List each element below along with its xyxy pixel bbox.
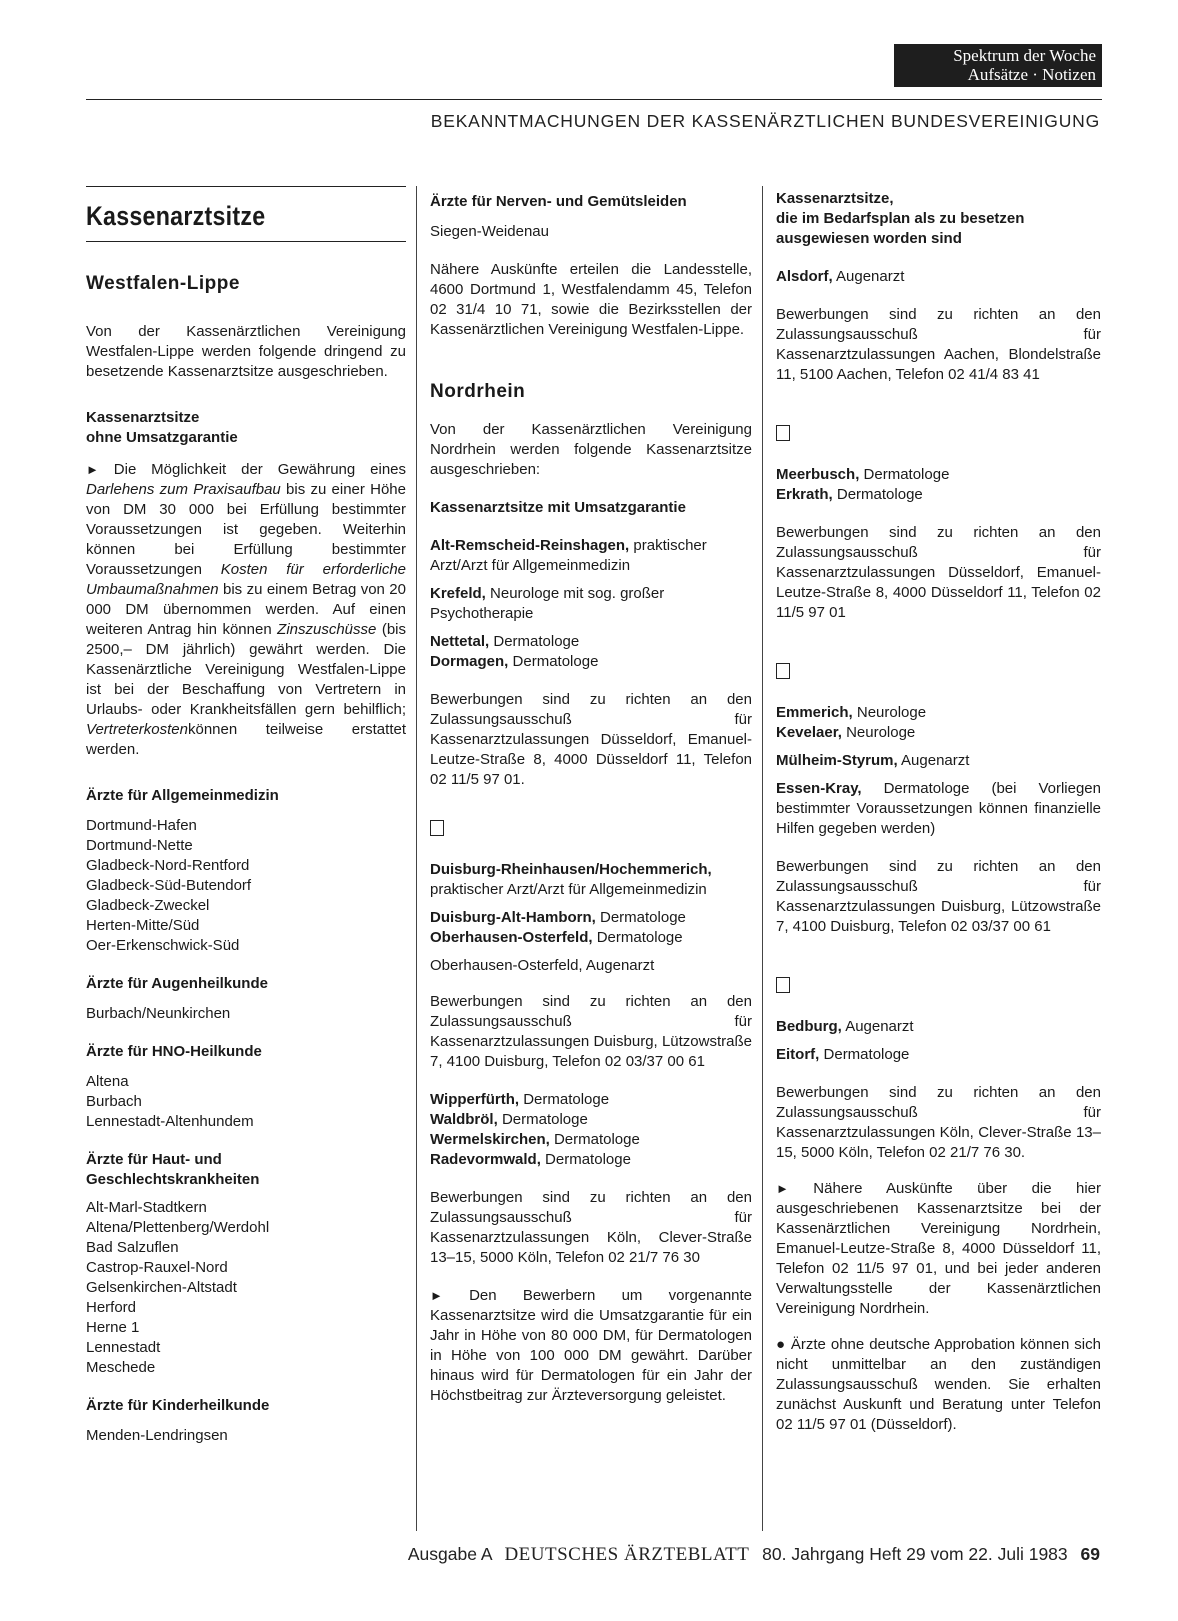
badge-line-2: Aufsätze · Notizen [967,65,1096,84]
heading-haut-line-1: Ärzte für Haut- und [86,1151,222,1168]
entry-rheinhausen: Duisburg-Rheinhausen/Hochemmerich, praktischer Arzt/Arzt für Allgemeinmedizin [430,861,712,898]
list-item: Burbach/Neunkirchen [86,1005,231,1022]
entry-erkrath: Erkrath, Dermatologe [776,486,923,503]
list-item: Burbach [86,1093,142,1110]
naehere-auskuenfte-paragraph: ► Nähere Auskünfte über die hier ausgeschriebenen Kassenarztsitze bei der Kassenärztlichen Vereinigung Nordrhein, Emanuel-Leutze-Straße 8, 4000 Düsseldorf 11, Telefon 02 11/5 97 01, und bei jeder anderen Verwaltungsstelle der Kassenärztlichen Vereinigung Nordrhein. [776,1180,1101,1317]
bullet-triangle-icon: ► [430,1288,443,1303]
column-divider-2 [762,186,763,1531]
footer-edition: Ausgabe A [407,1544,492,1564]
list-item: Gelsenkirchen-Altstadt [86,1279,237,1296]
entry-bedburg: Bedburg, Augenarzt [776,1018,914,1035]
list-item: Altena/Plettenberg/Werdohl [86,1219,270,1236]
bullet-dot-icon: ● [776,1336,786,1353]
bullet-triangle-icon: ► [776,1181,789,1196]
subheading-mit-umsatzgarantie: Kassenarztsitze mit Umsatzgarantie [430,499,686,516]
header-rule [86,99,1102,100]
column-2 [430,192,752,1406]
list-item: Gladbeck-Süd-Butendorf [86,877,252,894]
bedarfsplan-heading-2: die im Bedarfsplan als zu besetzen [776,210,1025,227]
article-title: Kassenarztsitze [86,201,266,231]
entry-kevelaer: Kevelaer, Neurologe [776,724,916,741]
nordrhein-intro: Von der Kassenärztlichen Vereinigung Nordrhein werden folgende Kassenarztsitze ausgeschrieben: [430,421,752,478]
bewerbung-duisburg: Bewerbungen sind zu richten an den Zulassungsausschuß für Kassenarztzulassungen Duisburg, Lützowstraße 7, 4100 Duisburg, Telefon 02 03/37 00 61 [430,993,752,1070]
list-hno [86,1072,406,1132]
list-item: Dortmund-Hafen [86,817,197,834]
column-divider-1 [416,186,417,1531]
heading-augenheilkunde: Ärzte für Augenheilkunde [86,975,268,992]
region-heading-nordrhein: Nordrhein [430,381,526,402]
footer-issue: 80. Jahrgang Heft 29 vom 22. Juli 1983 [762,1544,1068,1564]
list-item: Altena [86,1073,129,1090]
entry-emmerich: Emmerich, Neurologe [776,704,927,721]
entry-nettetal: Nettetal, Dermatologe [430,633,580,650]
list-item: Oer-Erkenschwick-Süd [86,937,240,954]
section-kicker: BEKANNTMACHUNGEN DER KASSENÄRZTLICHEN BUNDESVEREINIGUNG [430,111,1100,131]
column-3 [776,189,1101,1435]
nerven-place: Siegen-Weidenau [430,223,549,240]
section-badge [894,44,1102,87]
approbation-paragraph: ● Ärzte ohne deutsche Approbation können sich nicht unmittelbar an den zuständigen Zulassungsausschuß wenden. Sie erhalten zunächst Auskunft und Beratung unter Telefon 02 11/5 97 01 (Düsseldorf). [776,1336,1101,1433]
heading-kinderheilkunde: Ärzte für Kinderheilkunde [86,1397,270,1414]
bewerbung-aachen: Bewerbungen sind zu richten an den Zulassungsausschuß für Kassenarztzulassungen Aachen, Blondelstraße 11, 5100 Aachen, Telefon 02 41/4 83 41 [776,306,1101,383]
entry-oberhausen-augen: Oberhausen-Osterfeld, Augenarzt [430,957,655,974]
list-item: Lennestadt-Altenhundem [86,1113,254,1130]
list-item: Alt-Marl-Stadtkern [86,1199,207,1216]
list-item: Castrop-Rauxel-Nord [86,1259,228,1276]
bewerbung-koeln-2: Bewerbungen sind zu richten an den Zulassungsausschuß für Kassenarztzulassungen Köln, Clever-Straße 13–15, 5000 Köln, Telefon 02 21/7 76 30. [776,1084,1101,1161]
list-item: Gladbeck-Nord-Rentford [86,857,250,874]
list-item: Herne 1 [86,1319,140,1336]
entry-eitorf: Eitorf, Dermatologe [776,1046,910,1063]
entry-wipperfuerth: Wipperfürth, Dermatologe [430,1091,610,1108]
entry-essen-kray: Essen-Kray, Dermatologe (bei Vorliegen bestimmter Voraussetzungen können finanzielle Hilfen gegeben werden) [776,780,1101,837]
list-item: Lennestadt [86,1339,161,1356]
bullet-triangle-icon: ► [86,462,99,477]
column-1 [86,186,406,1446]
region-heading-westfalen: Westfalen-Lippe [86,273,240,294]
list-item: Menden-Lendringsen [86,1427,228,1444]
list-item: Herten-Mitte/Süd [86,917,200,934]
intro-paragraph: Von der Kassenärztlichen Vereinigung Westfalen-Lippe werden folgende dringend zu besetzende Kassenarztsitze ausgeschrieben. [86,323,406,380]
list-item: Bad Salzuflen [86,1239,179,1256]
entry-alt-hamborn: Duisburg-Alt-Hamborn, Dermatologe [430,909,686,926]
heading-nerven: Ärzte für Nerven- und Gemütsleiden [430,193,687,210]
subheading-line-1: Kassenarztsitze [86,409,200,426]
heading-haut-line-2: Geschlechtskrankheiten [86,1171,260,1188]
auskunft-paragraph: Nähere Auskünfte erteilen die Landesstelle, 4600 Dortmund 1, Westfalendamm 45, Telefon 02 31/4 10 71, sowie die Bezirksstellen der Kassenärztlichen Vereinigung Westfalen-Lippe. [430,261,752,338]
bedarfsplan-heading-3: ausgewiesen worden sind [776,230,962,247]
checkbox-square-icon [430,820,444,836]
list-item: Gladbeck-Zweckel [86,897,210,914]
umsatzgarantie-paragraph: ► Den Bewerbern um vorgenannte Kassenarztsitze wird die Umsatzgarantie für ein Jahr in Höhe von 80 000 DM, für Dermatologen in Höhe von 100 000 DM gewährt. Darüber hinaus wird für Dermatologen für ein Jahr der Höchstbeitrag zur Ärzteversorgung geleistet. [430,1287,753,1404]
entry-radevormwald: Radevormwald, Dermatologe [430,1151,631,1168]
bewerbung-duesseldorf: Bewerbungen sind zu richten an den Zulassungsausschuß für Kassenarztzulassungen Düsseldorf, Emanuel-Leutze-Straße 8, 4000 Düsseldorf 11, Telefon 02 11/5 97 01. [430,691,752,788]
bewerbung-koeln: Bewerbungen sind zu richten an den Zulassungsausschuß für Kassenarztzulassungen Köln, Clever-Straße 13–15, 5000 Köln, Telefon 02 21/7 76 30 [430,1189,752,1266]
bedarfsplan-heading-1: Kassenarztsitze, [776,190,894,207]
heading-allgemeinmedizin: Ärzte für Allgemeinmedizin [86,787,279,804]
entry-wermelskirchen: Wermelskirchen, Dermatologe [430,1131,640,1148]
footer-magazine: DEUTSCHES ÄRZTEBLATT [504,1544,750,1565]
bewerbung-duesseldorf-2: Bewerbungen sind zu richten an den Zulassungsausschuß für Kassenarztzulassungen Düsseldorf, Emanuel-Leutze-Straße 8, 4000 Düsseldorf 11, Telefon 02 11/5 97 01 [776,524,1101,621]
heading-hno: Ärzte für HNO-Heilkunde [86,1043,262,1060]
list-item: Herford [86,1299,137,1316]
darlehen-paragraph: ► Die Möglichkeit der Gewährung eines Darlehens zum Praxisaufbau bis zu einer Höhe von DM 30 000 bei Erfüllung bestimmter Voraussetzungen ist gegeben. Weiterhin können bei Erfüllung bestimmter Voraussetzungen Kosten für erforderliche Umbaumaßnahmen bis zu einem Betrag von 20 000 DM übernommen werden. Auf einen weiteren Antrag hin können Zinszuschüsse (bis 2500,– DM jährlich) gewährt werden. Die Kassenärztliche Vereinigung Westfalen-Lippe ist bei der Beschaffung von Vertretern in Urlaubs- oder Krankheitsfällen gern behilflich; Vertreterkostenkönnen teilweise erstattet werden. [86,461,407,758]
entry-meerbusch: Meerbusch, Dermatologe [776,466,950,483]
page-number: 69 [1080,1544,1100,1564]
bewerbung-duisburg-2: Bewerbungen sind zu richten an den Zulassungsausschuß für Kassenarztzulassungen Duisburg, Lützowstraße 7, 4100 Duisburg, Telefon 02 03/37 00 61 [776,858,1101,935]
list-item: Meschede [86,1359,156,1376]
badge-line-1: Spektrum der Woche [953,46,1096,65]
entry-krefeld: Krefeld, Neurologe mit sog. großer Psychotherapie [430,585,665,622]
entry-alsdorf: Alsdorf, Augenarzt [776,268,905,285]
checkbox-square-icon [776,977,790,993]
entry-muelheim: Mülheim-Styrum, Augenarzt [776,752,970,769]
list-allgemeinmedizin [86,816,406,956]
checkbox-square-icon [776,425,790,441]
page-footer [0,1544,1100,1566]
entry-oberhausen-derm: Oberhausen-Osterfeld, Dermatologe [430,929,683,946]
entry-remscheid: Alt-Remscheid-Reinshagen, praktischer Arzt/Arzt für Allgemeinmedizin [430,537,707,574]
subheading-line-2: ohne Umsatzgarantie [86,429,238,446]
entry-waldbroel: Waldbröl, Dermatologe [430,1111,588,1128]
title-rule-top [86,186,406,187]
entry-dormagen: Dormagen, Dermatologe [430,653,599,670]
checkbox-square-icon [776,663,790,679]
list-item: Dortmund-Nette [86,837,193,854]
list-haut [86,1198,406,1378]
